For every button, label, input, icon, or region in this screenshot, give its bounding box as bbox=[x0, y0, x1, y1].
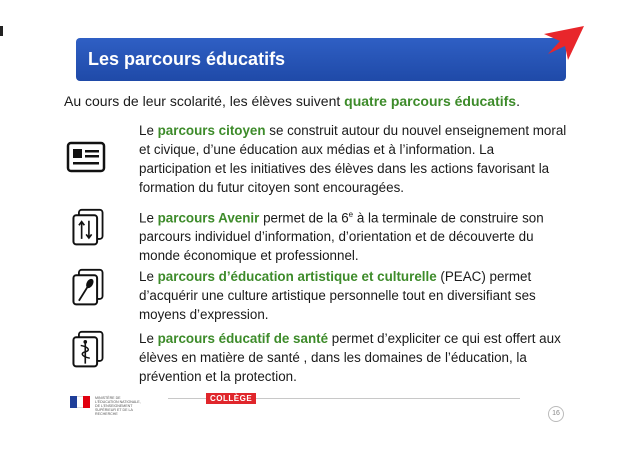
intro-highlight: quatre parcours éducatifs bbox=[344, 93, 517, 109]
item-pre: Le bbox=[139, 269, 158, 284]
item-body: (PEAC) permet d’acquérir une culture artistique personnelle tout en diversifiant ses moyens d’expression. bbox=[139, 269, 536, 322]
scan-mark bbox=[0, 26, 3, 36]
red-arrow-icon bbox=[538, 24, 586, 64]
intro-text bbox=[64, 93, 520, 109]
intro-after: . bbox=[516, 93, 520, 109]
header-banner bbox=[76, 38, 566, 81]
id-card-icon bbox=[66, 137, 106, 177]
item-sup: e bbox=[348, 210, 354, 219]
item-peac bbox=[139, 267, 569, 324]
ministry-name: MINISTÈRE DE L'ÉDUCATION NATIONALE, DE L'ENSEIGNEMENT SUPÉRIEUR ET DE LA RECHERCHE bbox=[95, 396, 141, 416]
ministry-logo bbox=[70, 396, 145, 416]
item-body: permet d’expliciter ce qui est offert aux élèves en matière de santé , dans les domaines de l’éducation, la prévention et la protection. bbox=[139, 331, 561, 384]
item-highlight: parcours éducatif de santé bbox=[157, 331, 329, 346]
item-highlight: parcours Avenir bbox=[157, 210, 260, 226]
item-body: se construit autour du nouvel enseignement moral et civique, d’une éducation aux médias et à l’information. La participation et les initiatives des élèves dans les actions favorisant la formation du futur citoyen sont encouragées. bbox=[139, 123, 567, 195]
item-pre: Le bbox=[139, 123, 158, 138]
item-avenir bbox=[139, 205, 569, 265]
caduceus-icon bbox=[68, 330, 108, 370]
item-pre: Le bbox=[139, 331, 158, 346]
item-body-a: permet de la 6 bbox=[259, 210, 349, 226]
item-citoyen bbox=[139, 121, 569, 197]
college-badge: COLLÈGE bbox=[206, 393, 256, 404]
page-number: 16 bbox=[548, 406, 564, 422]
item-pre: Le bbox=[139, 210, 158, 226]
item-highlight: parcours citoyen bbox=[157, 123, 266, 138]
french-flag-icon bbox=[70, 396, 90, 408]
page-title: Les parcours éducatifs bbox=[88, 49, 286, 69]
item-body-b: à la terminale de construire son parcours individuel d’information, d’orientation et de découverte du monde économique et professionnel. bbox=[139, 210, 544, 264]
item-sante bbox=[139, 329, 569, 386]
intro-before: Au cours de leur scolarité, les élèves suivent bbox=[64, 93, 345, 109]
brush-icon bbox=[68, 268, 108, 308]
item-highlight: parcours d’éducation artistique et culturelle bbox=[157, 269, 437, 284]
up-down-arrows-icon bbox=[68, 208, 108, 248]
